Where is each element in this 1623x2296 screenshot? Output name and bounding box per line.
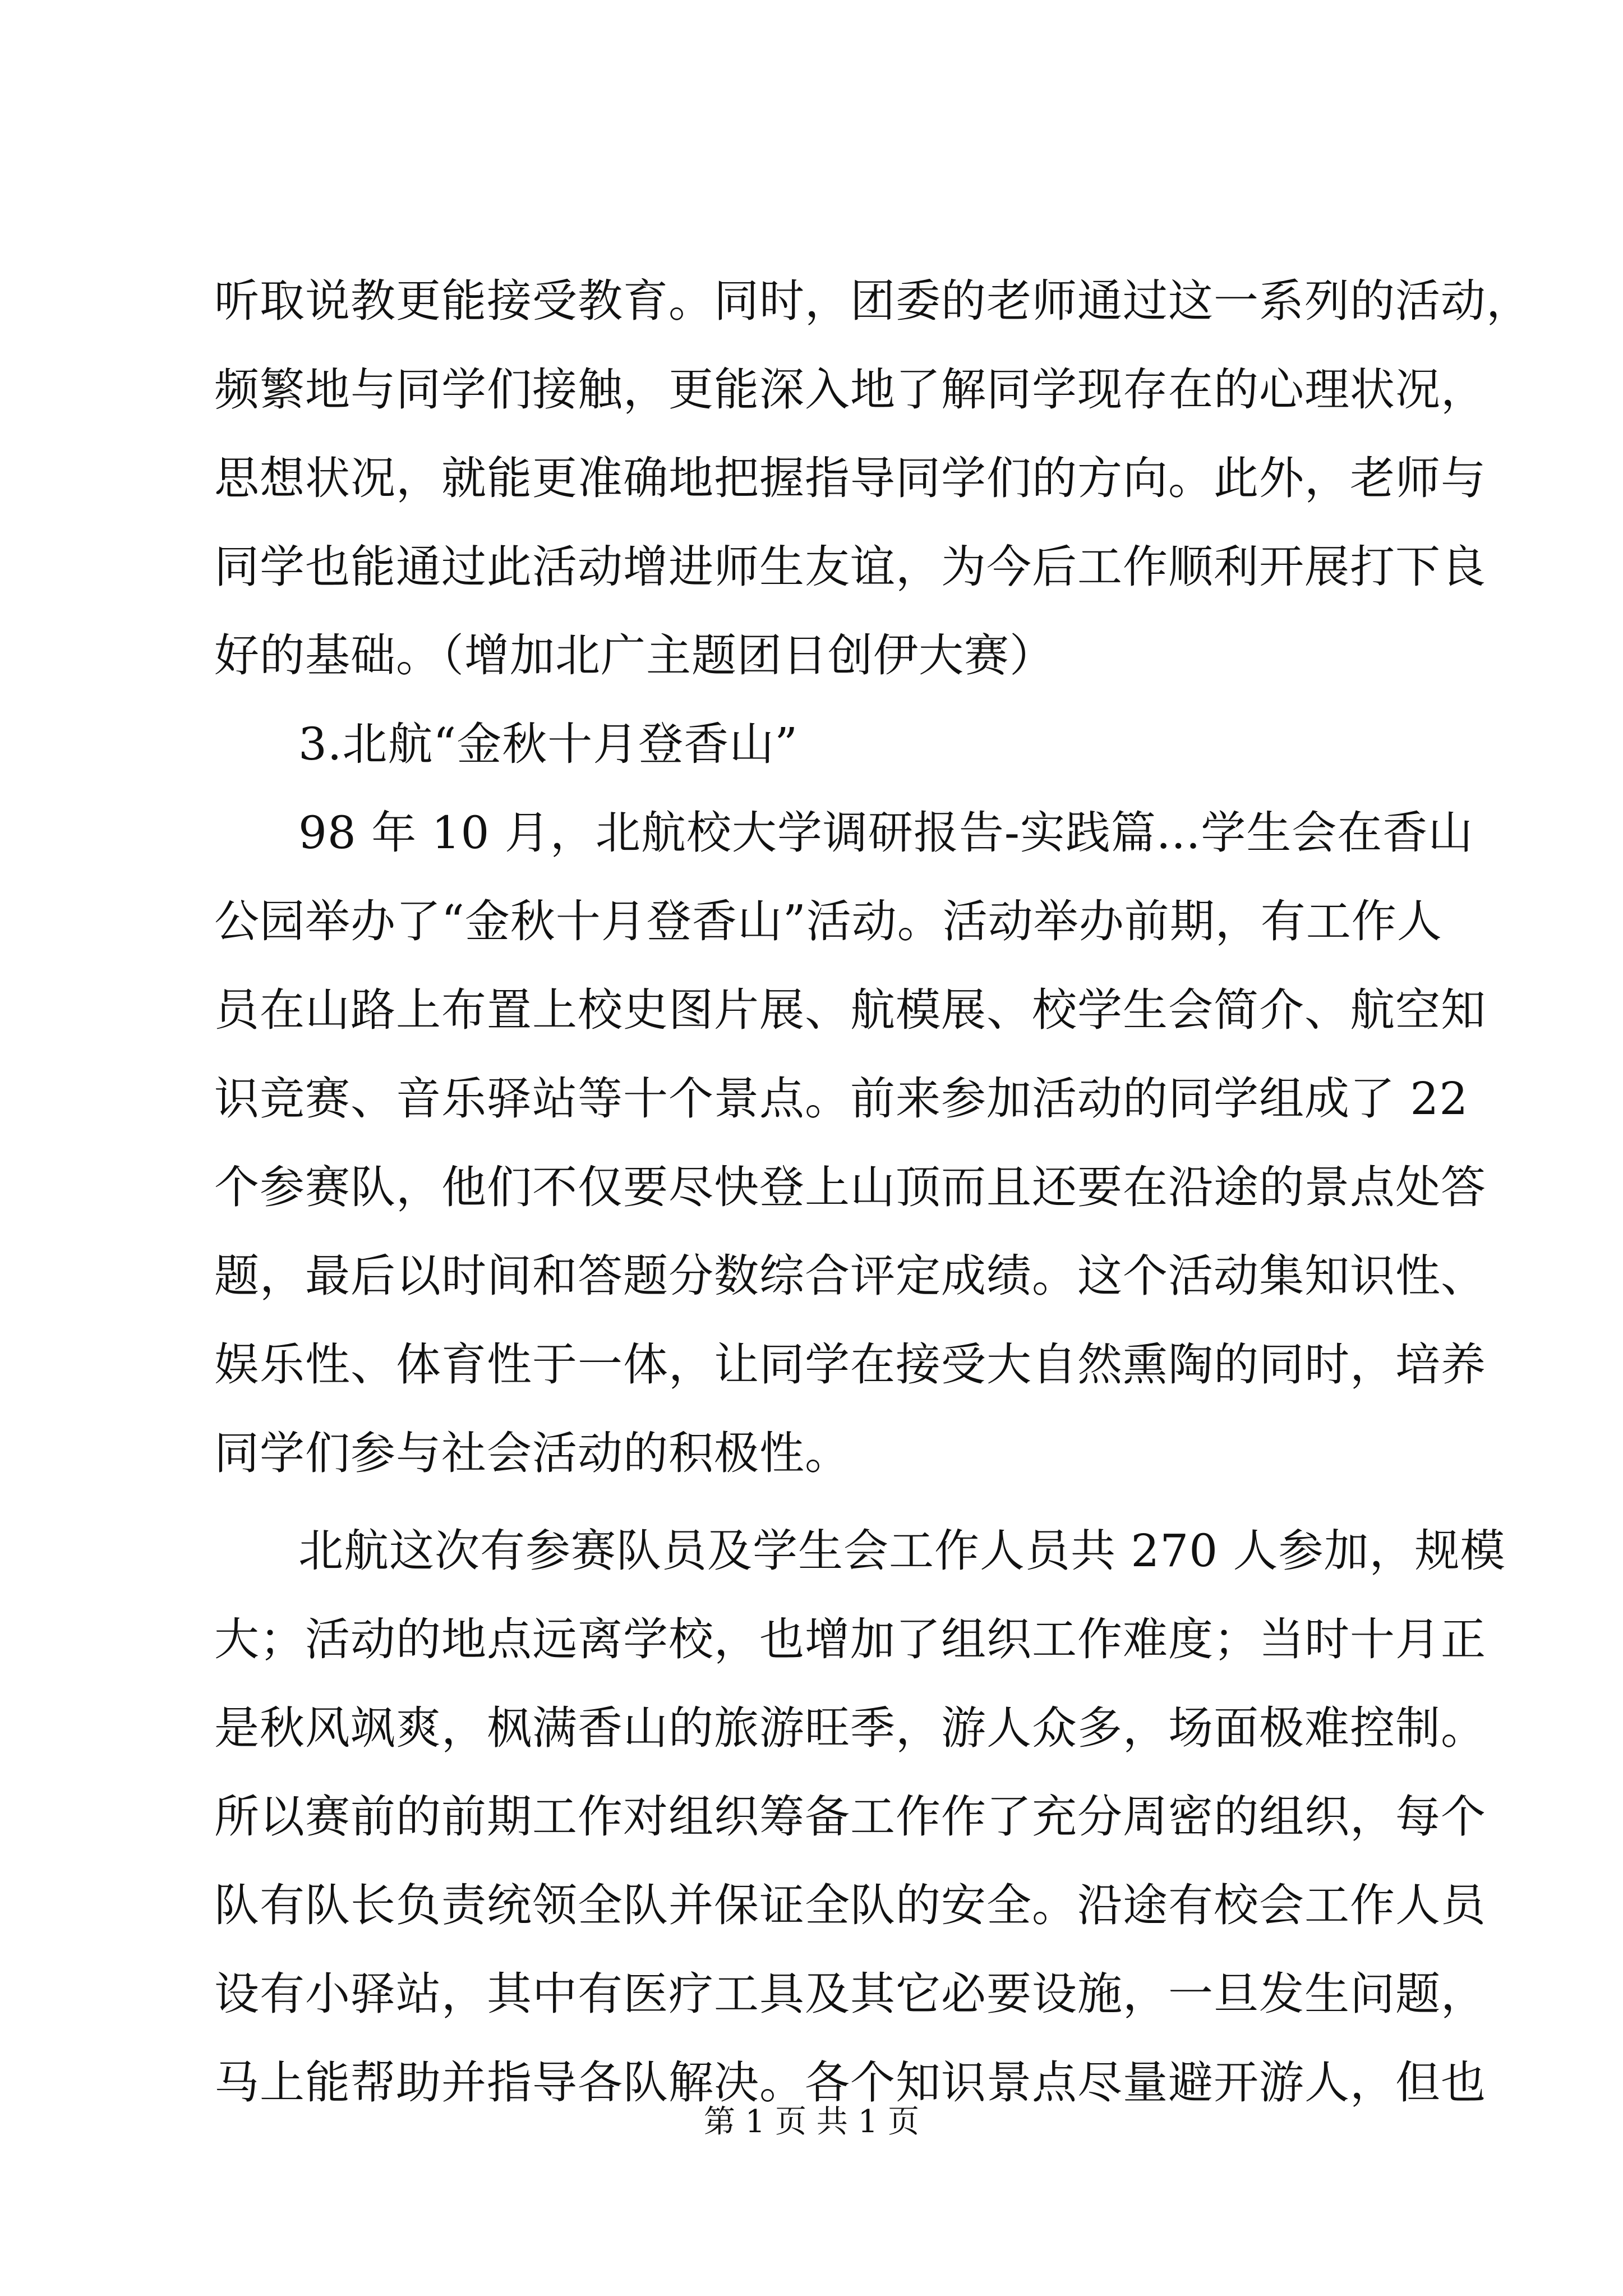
text-line: 题，最后以时间和答题分数综合评定成绩。这个活动集知识性、 (214, 1250, 1486, 1302)
text-line: 北航这次有参赛队员及学生会工作人员共 270 人参加，规模 (298, 1525, 1506, 1577)
text-line: 娱乐性、体育性于一体，让同学在接受大自然熏陶的同时，培养 (214, 1338, 1486, 1391)
text-line: 个参赛队，他们不仅要尽快登上山顶而且还要在沿途的景点处答 (214, 1161, 1486, 1213)
text-line: 频繁地与同学们接触，更能深入地了解同学现存在的心理状况， (214, 364, 1486, 416)
text-line: 思想状况，就能更准确地把握指导同学们的方向。此外，老师与 (214, 452, 1486, 504)
text-line: 员在山路上布置上校史图片展、航模展、校学生会简介、航空知 (214, 984, 1486, 1036)
page-footer: 第 1 页 共 1 页 (703, 2104, 920, 2140)
text-line: 98 年 10 月，北航校大学调研报告-实践篇...学生会在香山 (298, 807, 1474, 859)
text-line: 识竞赛、音乐驿站等十个景点。前来参加活动的同学组成了 22 (214, 1073, 1469, 1125)
text-line: 是秋风飒爽，枫满香山的旅游旺季，游人众多，场面极难控制。 (214, 1702, 1486, 1754)
text-line: 同学也能通过此活动增进师生友谊，为今后工作顺利开展打下良 (214, 541, 1486, 593)
text-line: 设有小驿站，其中有医疗工具及其它必要设施，一旦发生问题， (214, 1968, 1486, 2020)
text-line: 所以赛前的前期工作对组织筹备工作作了充分周密的组织，每个 (214, 1791, 1486, 1843)
body-text (214, 257, 1532, 2127)
text-line: 公园举办了“金秋十月登香山”活动。活动举办前期，有工作人 (214, 895, 1442, 947)
text-line: 同学们参与社会活动的积极性。 (214, 1427, 850, 1479)
text-line: 马上能帮助并指导各队解决。各个知识景点尽量避开游人，但也 (214, 2056, 1486, 2109)
text-line: 大；活动的地点远离学校，也增加了组织工作难度；当时十月正 (214, 1613, 1486, 1665)
text-line: 听取说教更能接受教育。同时，团委的老师通过这一系列的活动， (214, 275, 1532, 327)
section-heading: 3.北航“金秋十月登香山” (298, 718, 799, 770)
text-line: 队有队长负责统领全队并保证全队的安全。沿途有校会工作人员 (214, 1879, 1486, 1931)
text-line: 好的基础。（增加北广主题团日创伊大赛） (214, 629, 1055, 682)
